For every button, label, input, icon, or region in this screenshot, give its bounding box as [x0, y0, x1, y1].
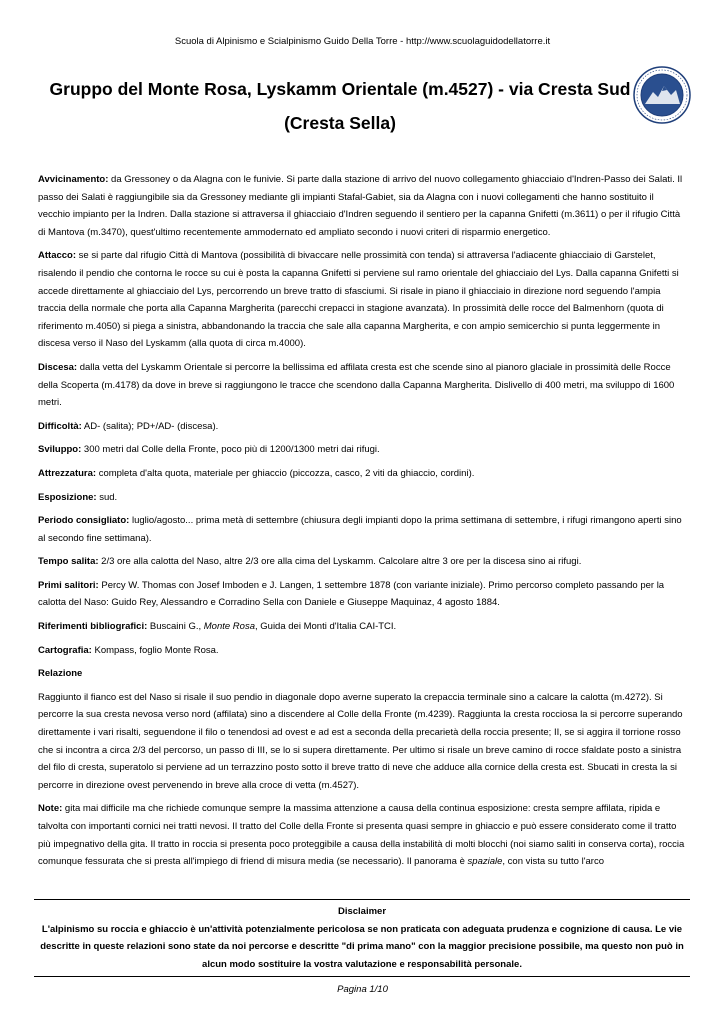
section-text: gita mai difficile ma che richiede comunque sempre la massima attenzione a causa della continua esposizione: cresta sempre affilata, ripida e talvolta con importanti cornici nei tratti nevosi. Il tratto del Colle della Fronte si presenta quasi sempre in ghiaccio e può essere considerato come il tratto più impegnativo della gita. Il tratto in roccia si presenta poco proteggibile a causa della instabilità di molti blocchi (noi siamo saliti in conserva corta), roccia comunque fessurata che si presta all'impiego di friend di misura media (se necessario). Il panorama è	[38, 803, 685, 868]
section-sviluppo	[38, 441, 686, 459]
section-text: Kompass, foglio Monte Rosa.	[91, 644, 219, 656]
section-label: Attacco:	[38, 250, 77, 262]
section-cartografia	[38, 642, 686, 660]
document-title: Gruppo del Monte Rosa, Lyskamm Orientale (m.4527) - via Cresta Sud (Cresta Sella)	[49, 79, 631, 133]
disclaimer-title: Disclaimer	[337, 906, 387, 917]
section-tempo	[38, 553, 686, 571]
section-label: Avvicinamento:	[38, 174, 109, 185]
section-riferimenti	[38, 618, 686, 636]
emphasis-text: spaziale	[467, 856, 503, 868]
section-text: AD- (salita); PD+/AD- (discesa).	[81, 420, 219, 432]
section-text: sud.	[96, 491, 118, 503]
section-periodo	[38, 512, 686, 547]
section-label: Periodo consigliato:	[38, 515, 130, 527]
section-text: Buscaini G.,	[147, 621, 204, 633]
section-attrezzatura	[38, 465, 686, 483]
section-label: Primi salitori:	[38, 579, 99, 591]
section-label: Discesa:	[38, 361, 78, 373]
section-primi-salitori	[38, 577, 686, 612]
section-text: 300 metri dal Colle della Fronte, poco più di 1200/1300 metri dai rifugi.	[81, 444, 380, 456]
section-heading: Relazione	[38, 668, 83, 680]
section-text: luglio/agosto... prima metà di settembre (chiusura degli impianti dopo la prima settimana di settembre, i rifugi rimangono aperti sino al secondo fine settimana).	[38, 515, 682, 544]
disclaimer-text: L'alpinismo su roccia e ghiaccio è un'attività potenzialmente pericolosa se non praticata con adeguata prudenza e cognizione di causa. Le vie descritte in queste relazioni sono state da noi percorse e descritte "di prima mano" con la maggior precisione possibile, ma questo non può in alcun modo sostituire la vostra valutazione e responsabilità personale.	[40, 923, 684, 970]
book-title: Monte Rosa	[203, 621, 255, 633]
section-text: 2/3 ore alla calotta del Naso, altre 2/3 ore alla cima del Lyskamm. Calcolare altre 3 ore per la discesa sino ai rifugi.	[98, 556, 582, 568]
section-label: Attrezzatura:	[38, 467, 97, 479]
school-seal-icon	[633, 66, 691, 124]
section-label: Esposizione:	[38, 491, 97, 503]
section-label: Riferimenti bibliografici:	[38, 621, 148, 633]
section-note	[38, 800, 686, 870]
section-label: Sviluppo:	[38, 444, 82, 456]
relazione-heading	[38, 665, 686, 683]
section-text: dalla vetta del Lyskamm Orientale si percorre la bellissima ed affilata cresta est che scende sino al pianoro glaciale in prossimità delle Rocce della Scoperta (m.4178) da dove in breve si raggiungono le tracce che scendono dalla Capanna Margherita. Dislivello di 400 metri, ma sviluppo di 1600 metri.	[38, 361, 675, 409]
section-text: se si parte dal rifugio Città di Mantova (possibilità di bivaccare nelle prossimità con tenda) si attraversa l'adiacente ghiacciaio di Garstelet, risalendo il pendio che contorna le rocce su cui è posta la capanna Gnifetti si perviene sul ramo orientale del ghiacciaio del Lys. Dalla capanna Gnifetti si accede direttamente al ghiacciaio del Lys, percorrendo un breve tratto di sfasciumi. Si risale in piano il ghiacciaio in direzione nord seguendo l'ampia traccia della normale che porta alla Capanna Margherita (parecchi crepacci in stagione avanzata). In prossimità delle rocce del Balmenhorn (quota di riferimento m.4050) si piega a sinistra, abbandonando la traccia che sale alla capanna Margherita, e con ampio semicerchio si punta leggermente in discesa verso il Naso del Lyskamm (alla quota di circa m.4000).	[38, 250, 679, 350]
section-avvicinamento	[38, 171, 686, 241]
relazione-text: Raggiunto il fianco est del Naso si risale il suo pendio in diagonale dopo averne superato la crepaccia terminale sino a calcare la calotta (m.4272). Si percorre la sua cresta nevosa verso nord (affilata) sino a discendere al Colle della Fronte (m.4239). Raggiunta la cresta rocciosa la si percorre superando direttamente i vari risalti, seguendone il filo o tenendosi ad ovest e ad est a seconda della precarietà della roccia presente; II, se si aggira il torrione rosso che si incontra a circa 2/3 del percorso, un passo di III, se lo si supera direttamente. Per ultimo si risale un breve camino di rocce sfaldate posto a sinistra del filo di cresta, superatolo si perviene ad un terrazzino posto sotto il breve tratto di neve che adduce alla cornice della cresta est. Sbucati in cresta la si percorre in direzione ovest pervenendo in breve alla croce di vetta (m.4527).	[38, 691, 683, 791]
section-attacco	[38, 247, 686, 353]
section-esposizione	[38, 489, 686, 507]
section-difficolta	[38, 418, 686, 436]
section-label: Note:	[38, 803, 63, 815]
disclaimer-box	[34, 899, 690, 977]
section-text: , con vista su tutto l'arco	[502, 856, 605, 868]
section-label: Cartografia:	[38, 644, 92, 656]
section-text: , Guida dei Monti d'Italia CAI-TCI.	[255, 621, 397, 633]
section-text: completa d'alta quota, materiale per ghiaccio (piccozza, casco, 2 viti da ghiaccio, cordini).	[96, 467, 475, 479]
section-text: da Gressoney o da Alagna con le funivie. Si parte dalla stazione di arrivo del nuovo collegamento ghiacciaio d'Indren-Passo dei Salati. Il passo dei Salati è raggiungibile sia da Gressoney mediante gli impianti Stafal-Gabiet, sia da Alagna con i nuovi collegamenti che hanno sostituito il vecchio impianto per la Indren. Dalla stazione si attraversa il ghiacciaio d'Indren seguendo il sentiero per la capanna Gnifetti (m.3611) o per il rifugio Città di Mantova (m.3470), quest'ultimo recentemente ammodernato ed ampliato secondo i nuovi criteri di risparmio energetico.	[38, 174, 683, 238]
section-label: Tempo salita:	[38, 556, 99, 568]
page-header	[0, 36, 725, 47]
header-text: Scuola di Alpinismo e Scialpinismo Guido Della Torre - http://www.scuolaguidodellatorre.it	[174, 36, 551, 47]
section-discesa	[38, 359, 686, 412]
document-body	[38, 171, 686, 877]
page-number: Pagina 1/10	[337, 984, 388, 995]
section-text: Percy W. Thomas con Josef Imboden e J. Langen, 1 settembre 1878 (con variante iniziale). Primo percorso completo passando per la calotta del Naso: Guido Rey, Alessandro e Corradino Sella con Daniele e Giuseppe Maquinaz, 4 agosto 1884.	[38, 579, 665, 609]
section-label: Difficoltà:	[38, 420, 82, 432]
